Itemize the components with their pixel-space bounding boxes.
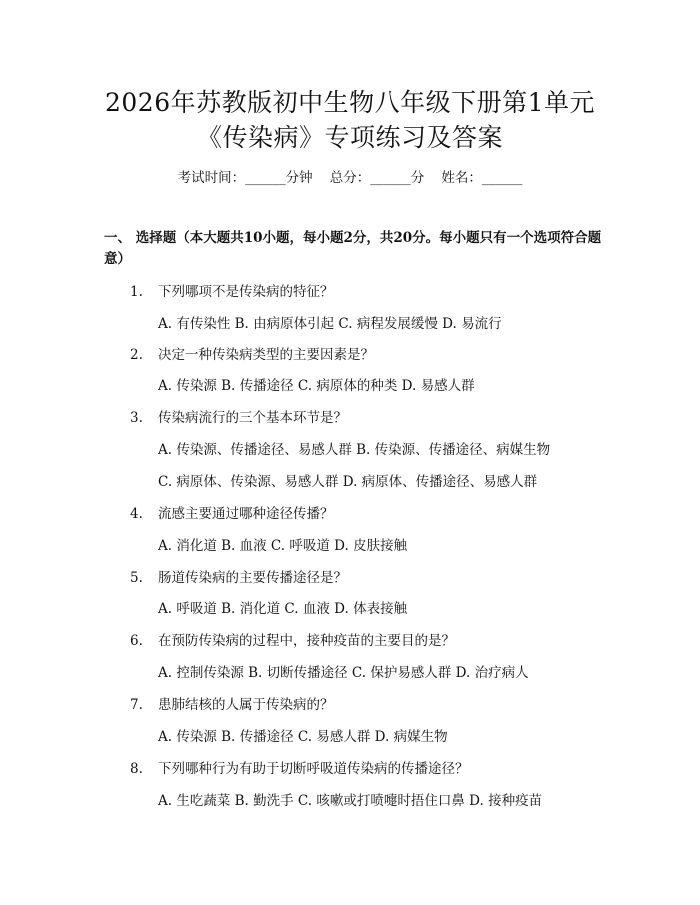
question-6 (130, 632, 455, 650)
question-5-options: A. 呼吸道 B. 消化道 C. 血液 D. 体表接触 (158, 601, 408, 617)
question-text: 下列哪项不是传染病的特征？ (158, 284, 334, 300)
doc-title-line2: 《传染病》专项练习及答案 (196, 123, 503, 152)
question-3-options-line2: C. 病原体、传染源、易感人群 D. 病原体、传播途径、易感人群 (158, 474, 538, 490)
question-text: 下列哪种行为有助于切断呼吸道传染病的传播途径？ (158, 761, 469, 777)
question-number: 2. (130, 347, 143, 363)
question-number: 5. (130, 570, 143, 586)
question-2 (130, 346, 374, 364)
question-number: 8. (130, 761, 143, 777)
question-8 (130, 760, 469, 778)
question-7-options: A. 传染源 B. 传播途径 C. 易感人群 D. 病媒生物 (158, 729, 448, 745)
question-4 (130, 505, 334, 523)
question-number: 7. (130, 697, 143, 713)
question-number: 3. (130, 410, 143, 426)
doc-title-line1: 2026年苏教版初中生物八年级下册第1单元 (104, 88, 596, 117)
exam-info-line: 考试时间：______分钟 总分：______分 姓名：______ (177, 170, 523, 186)
question-6-options: A. 控制传染源 B. 切断传播途径 C. 保护易感人群 D. 治疗病人 (158, 665, 529, 681)
question-text: 在预防传染病的过程中，接种疫苗的主要目的是？ (158, 633, 455, 649)
question-1 (130, 283, 334, 301)
question-2-options: A. 传染源 B. 传播途径 C. 病原体的种类 D. 易感人群 (158, 378, 475, 394)
question-number: 6. (130, 633, 143, 649)
question-3 (130, 409, 347, 427)
question-3-options-line1: A. 传染源、传播途径、易感人群 B. 传染源、传播途径、病媒生物 (158, 442, 551, 458)
question-8-options: A. 生吃蔬菜 B. 勤洗手 C. 咳嗽或打喷嚏时捂住口鼻 D. 接种疫苗 (158, 793, 543, 809)
question-text: 传染病流行的三个基本环节是？ (158, 410, 347, 426)
question-5 (130, 569, 347, 587)
question-number: 1. (130, 284, 143, 300)
question-1-options: A. 有传染性 B. 由病原体引起 C. 病程发展缓慢 D. 易流行 (158, 316, 502, 332)
question-text: 流感主要通过哪种途径传播？ (158, 506, 334, 522)
question-text: 患肺结核的人属于传染病的？ (158, 697, 334, 713)
question-text: 肠道传染病的主要传播途径是？ (158, 570, 347, 586)
question-4-options: A. 消化道 B. 血液 C. 呼吸道 D. 皮肤接触 (158, 538, 408, 554)
question-7 (130, 696, 334, 714)
question-number: 4. (130, 506, 143, 522)
section-heading: 一、 选择题（本大题共10小题，每小题2分，共20分。每小题只有一个选项符合题意） (104, 230, 602, 267)
question-text: 决定一种传染病类型的主要因素是？ (158, 347, 374, 363)
